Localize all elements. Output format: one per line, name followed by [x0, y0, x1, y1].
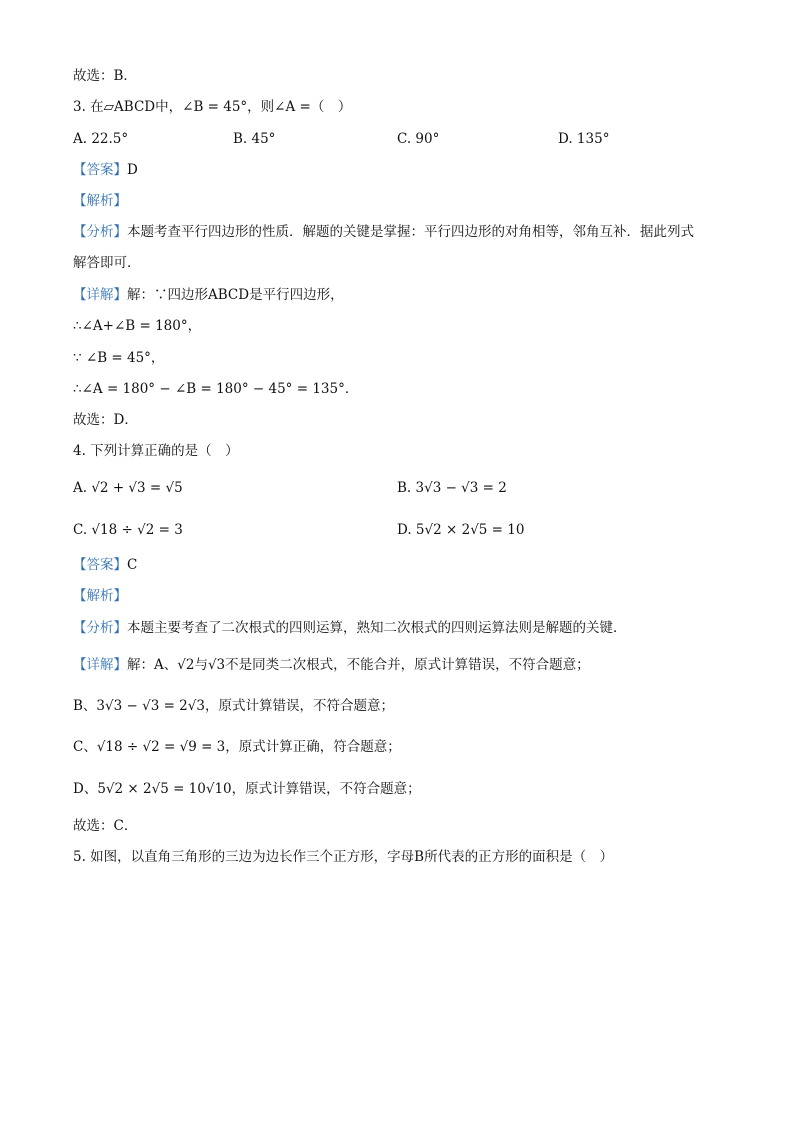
section-tag: 【解析】: [73, 193, 127, 209]
q3-question: 3. 在▱ABCD中，∠B = 45°，则∠A =（ ）: [73, 99, 352, 115]
q4-detail-c: C、√18 ÷ √2 = √9 = 3，原式计算正确，符合题意；: [73, 739, 401, 755]
q4-detail-a: 【详解】解：A、√2与√3不是同类二次根式，不能合并，原式计算错误，不符合题意；: [73, 657, 590, 673]
q3-detail-line-2: ∴∠A+∠B = 180°，: [73, 318, 202, 334]
q4-option-a: A. √2 + √3 = √5: [73, 480, 183, 496]
q3-conclusion: 故选：D．: [73, 412, 138, 428]
q4-conclusion: 故选：C．: [73, 818, 138, 834]
q4-option-b: B. 3√3 − √3 = 2: [397, 480, 507, 496]
section-tag: 【解析】: [73, 588, 127, 604]
q3-analysis-line-1: 【分析】本题考查平行四边形的性质．解题的关键是掌握：平行四边形的对角相等，邻角互补．据此列式: [73, 224, 694, 240]
q4-option-d: D. 5√2 × 2√5 = 10: [397, 522, 525, 538]
q3-option-c: C. 90°: [397, 131, 440, 147]
q3-detail-line-1: 【详解】解：∵四边形ABCD是平行四边形，: [73, 287, 344, 303]
q4-analysis-line: 【分析】本题主要考查了二次根式的四则运算，熟知二次根式的四则运算法则是解题的关键．: [73, 620, 627, 636]
q3-detail-line-4: ∴∠A = 180° − ∠B = 180° − 45° = 135°．: [73, 381, 359, 397]
q3-option-b: B. 45°: [233, 131, 276, 147]
q3-analysis-line-2: 解答即可．: [73, 255, 141, 271]
q4-analysis-heading: [73, 587, 127, 605]
q3-analysis-heading: [73, 192, 127, 210]
section-tag: 【答案】: [73, 557, 127, 573]
q4-question: 4. 下列计算正确的是（ ）: [73, 443, 239, 459]
q2-conclusion: 故选：B．: [73, 68, 137, 84]
section-tag: 【分析】: [73, 224, 127, 240]
section-tag: 【答案】: [73, 162, 127, 178]
q4-detail-d: D、5√2 × 2√5 = 10√10，原式计算错误，不符合题意；: [73, 781, 421, 797]
q3-option-a: A. 22.5°: [73, 131, 129, 147]
q4-answer: 【答案】C: [73, 557, 138, 573]
q3-detail-line-3: ∵ ∠B = 45°，: [73, 350, 165, 366]
q5-question: 5. 如图，以直角三角形的三边为边长作三个正方形，字母B所代表的正方形的面积是（ ）: [73, 849, 614, 865]
section-tag: 【详解】: [73, 657, 127, 673]
q3-answer: 【答案】D: [73, 162, 138, 178]
q4-detail-b: B、3√3 − √3 = 2√3，原式计算错误，不符合题意；: [73, 698, 394, 714]
q4-option-c: C. √18 ÷ √2 = 3: [73, 522, 183, 538]
section-tag: 【分析】: [73, 620, 127, 636]
q3-option-d: D. 135°: [558, 131, 610, 147]
section-tag: 【详解】: [73, 287, 127, 303]
